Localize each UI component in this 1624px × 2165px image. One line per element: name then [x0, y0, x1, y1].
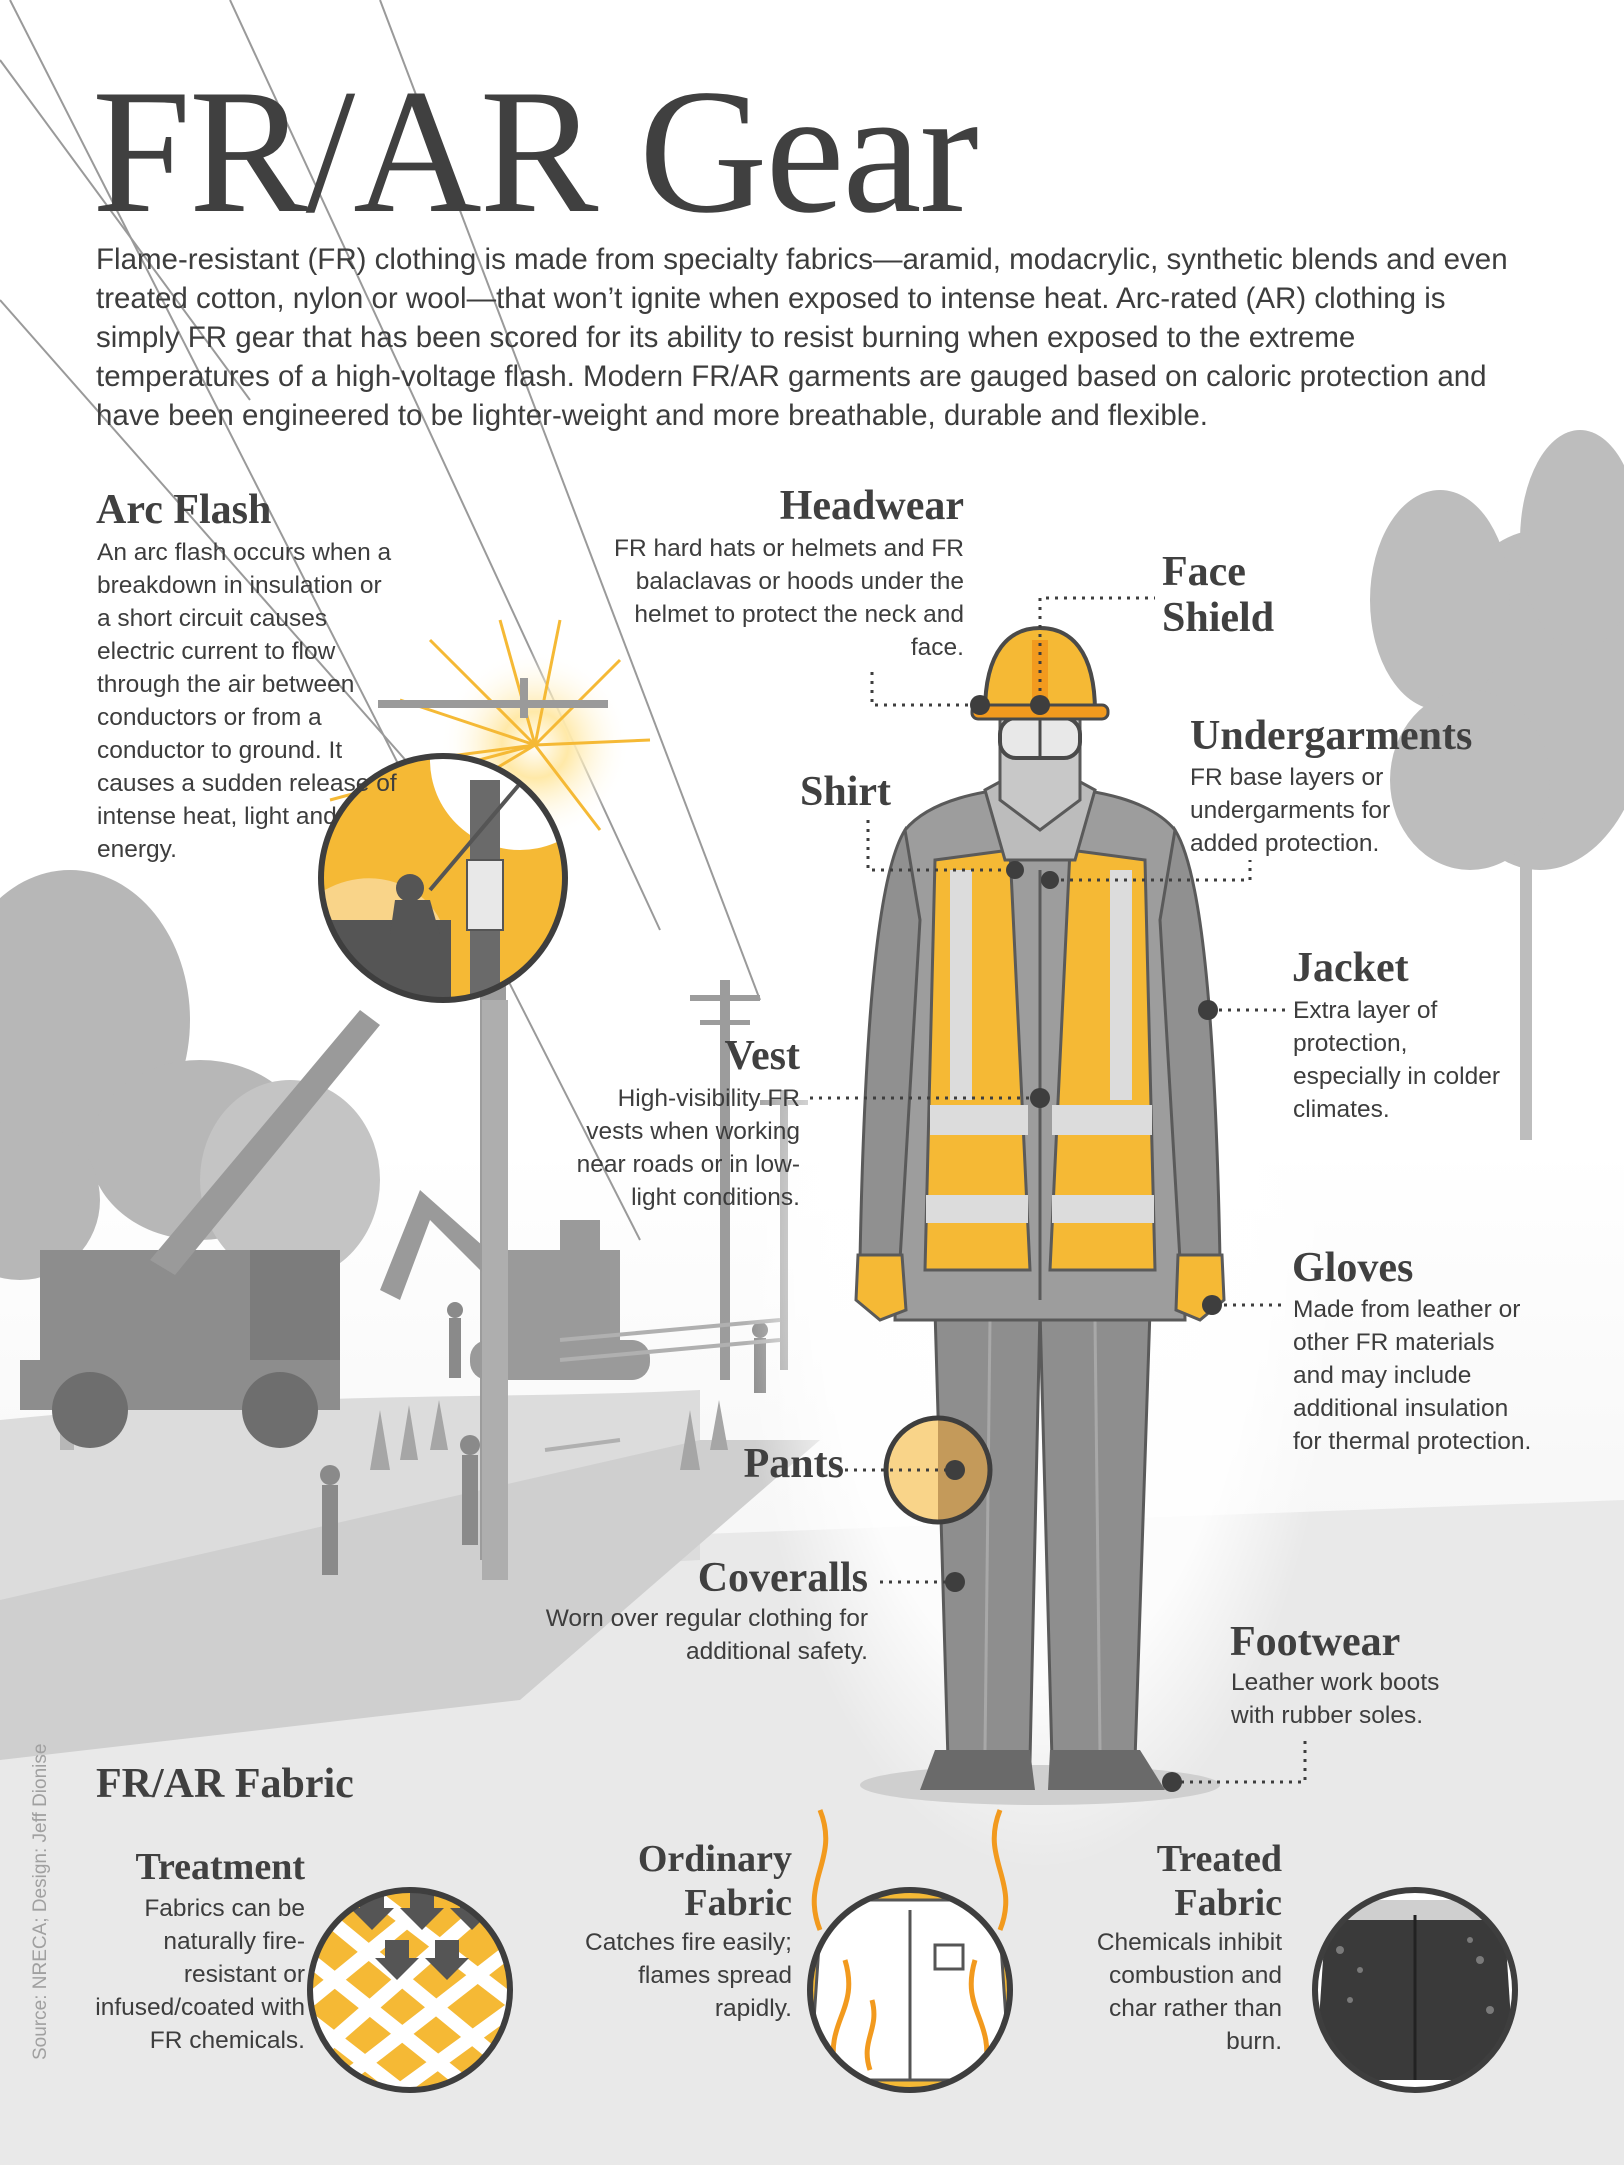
jacket-text: Extra layer of protection, especially in colder climates. — [1293, 997, 1500, 1123]
gloves-text: Made from leather or other FR materials and may include additional insulation for thermal protection. — [1293, 1296, 1532, 1455]
treated-fabric-heading-line1: Treated — [1156, 1838, 1282, 1880]
treated-fabric-text: Chemicals inhibit combustion and char rather than burn. — [1096, 1929, 1282, 2055]
treatment-text: Fabrics can be naturally fire-resistant or infused/coated with FR chemicals. — [95, 1895, 305, 2054]
ordinary-fabric-heading-line2: Fabric — [684, 1882, 792, 1924]
gloves-heading: Gloves — [1292, 1245, 1414, 1291]
coveralls-text: Worn over regular clothing for additional safety. — [545, 1605, 868, 1665]
coveralls-heading: Coveralls — [697, 1555, 868, 1601]
pants-heading: Pants — [743, 1441, 844, 1487]
undergarments-text: FR base layers or undergarments for added protection. — [1190, 764, 1391, 857]
vest-text: High-visibility FR vests when working near roads or in low-light conditions. — [576, 1085, 800, 1211]
source-credit: Source: NRECA; Design: Jeff Dionise — [30, 1743, 51, 2060]
vest-heading: Vest — [724, 1033, 800, 1079]
footwear-heading: Footwear — [1230, 1619, 1401, 1665]
face-shield-heading-line1: Face — [1162, 549, 1246, 595]
footwear-text: Leather work boots with rubber soles. — [1231, 1669, 1440, 1729]
undergarments-heading: Undergarments — [1190, 713, 1473, 759]
page-title: FR/AR Gear — [92, 52, 977, 250]
ordinary-fabric-text: Catches fire easily; flames spread rapidly. — [585, 1929, 792, 2022]
shirt-heading: Shirt — [800, 769, 892, 815]
headwear-text: FR hard hats or helmets and FR balaclavas or hoods under the helmet to protect the neck and face. — [614, 535, 964, 661]
ordinary-fabric-heading-line1: Ordinary — [637, 1838, 792, 1880]
arc-flash-heading: Arc Flash — [96, 487, 272, 533]
treated-fabric-heading-line2: Fabric — [1174, 1882, 1282, 1924]
headwear-heading: Headwear — [779, 483, 964, 529]
fabric-heading: FR/AR Fabric — [96, 1761, 354, 1807]
face-shield-heading-line2: Shield — [1162, 595, 1275, 641]
jacket-heading: Jacket — [1292, 945, 1409, 991]
treatment-heading: Treatment — [135, 1846, 305, 1888]
intro-paragraph: Flame-resistant (FR) clothing is made from specialty fabrics—aramid, modacrylic, synthetic blends and even treated cotton, nylon or wool—that won’t ignite when exposed to intense heat. Arc-rated (AR) clothing is simply FR gear that has been scored for its ability to resist burning when exposed to the extreme temperatures of a high-voltage flash. Modern FR/AR garments are gauged based on caloric protection and have been engineered to be lighter-weight and more breathable, durable and flexible. — [96, 243, 1508, 432]
arc-flash-text: An arc flash occurs when a breakdown in insulation or a short circuit causes electric current to flow through the air between conductors or from a conductor to ground. It causes a sudden release of intense heat, light and energy. — [97, 539, 397, 863]
